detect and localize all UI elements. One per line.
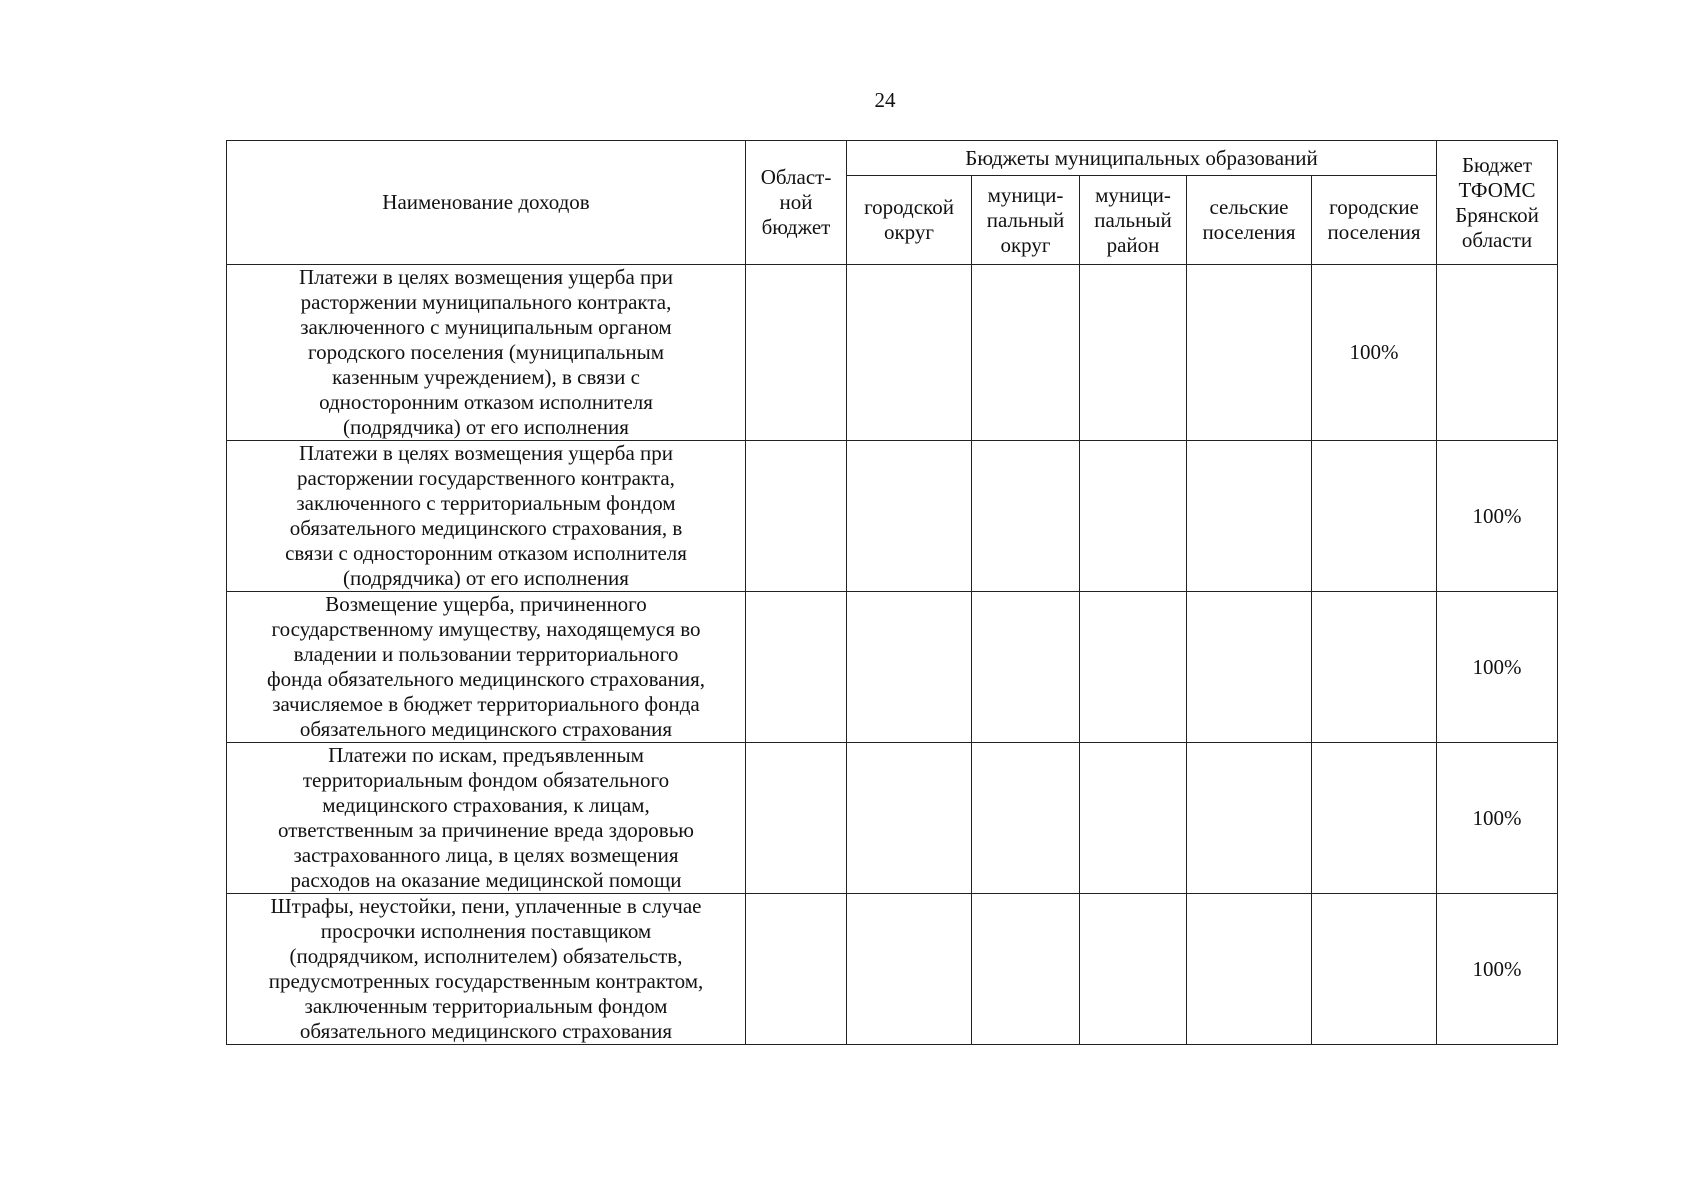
- regional-value-cell: [746, 592, 847, 743]
- regional-value-cell: [746, 441, 847, 592]
- urban-settlements-value-cell: [1312, 592, 1437, 743]
- income-name-cell: Платежи по искам, предъявленным территориальным фондом обязательного медицинского страхования, к лицам, ответственным за причинение вреда здоровью застрахованного лица, в целях возмещения расходов на оказание медицинской помощи: [227, 743, 746, 894]
- rural-settlements-value-cell: [1187, 743, 1312, 894]
- income-name-cell: Возмещение ущерба, причиненного государственному имуществу, находящемуся во владении и пользовании территориального фонда обязательного медицинского страхования, зачисляемое в бюджет территориального фонда обязательного медицинского страхования: [227, 592, 746, 743]
- income-name-cell: Штрафы, неустойки, пени, уплаченные в случае просрочки исполнения поставщиком (подрядчиком, исполнителем) обязательств, предусмотренных государственным контрактом, заключенным территориальным фондом обязательного медицинского страхования: [227, 894, 746, 1045]
- header-regional-budget-text: Област- ной бюджет: [760, 165, 832, 239]
- tfoms-value-cell: [1437, 265, 1558, 441]
- header-municipal-okrug-text: муници- пальный округ: [986, 182, 1065, 257]
- regional-value-cell: [746, 265, 847, 441]
- header-rural-settlements-text: сельские поселения: [1202, 195, 1296, 244]
- header-urban-district-text: городской округ: [864, 195, 954, 244]
- regional-value-cell: [746, 894, 847, 1045]
- municipal-okrug-value-cell: [972, 592, 1080, 743]
- table-body: [227, 265, 1558, 1045]
- urban-settlements-value-cell: 100%: [1312, 265, 1437, 441]
- tfoms-value-cell: 100%: [1437, 441, 1558, 592]
- income-name-cell: Платежи в целях возмещения ущерба при расторжении муниципального контракта, заключенного с муниципальным органом городского поселения (муниципальным казенным учреждением), в связи с односторонним отказом исполнителя (подрядчика) от его исполнения: [227, 265, 746, 441]
- rural-settlements-value-cell: [1187, 894, 1312, 1045]
- page-number: 24: [874, 88, 896, 112]
- table-row: [227, 743, 1558, 894]
- rural-settlements-value-cell: [1187, 441, 1312, 592]
- table-row: [227, 894, 1558, 1045]
- municipal-rayon-value-cell: [1080, 441, 1187, 592]
- urban-settlements-value-cell: [1312, 743, 1437, 894]
- header-urban-settlements-text: городские поселения: [1327, 195, 1421, 244]
- urban-district-value-cell: [847, 743, 972, 894]
- regional-value-cell: [746, 743, 847, 894]
- header-tfoms-budget: [1437, 141, 1558, 265]
- municipal-okrug-value-cell: [972, 743, 1080, 894]
- municipal-okrug-value-cell: [972, 894, 1080, 1045]
- urban-settlements-value-cell: [1312, 441, 1437, 592]
- header-municipal-okrug: [972, 176, 1080, 265]
- tfoms-value-cell: 100%: [1437, 743, 1558, 894]
- header-municipal-rayon: [1080, 176, 1187, 265]
- urban-settlements-value-cell: [1312, 894, 1437, 1045]
- table-row: [227, 592, 1558, 743]
- table-row: [227, 441, 1558, 592]
- municipal-rayon-value-cell: [1080, 265, 1187, 441]
- header-urban-district: [847, 176, 972, 265]
- header-municipal-budgets: [847, 141, 1437, 176]
- municipal-rayon-value-cell: [1080, 894, 1187, 1045]
- tfoms-value-cell: 100%: [1437, 894, 1558, 1045]
- header-regional-budget: [746, 141, 847, 265]
- municipal-rayon-value-cell: [1080, 743, 1187, 894]
- rural-settlements-value-cell: [1187, 265, 1312, 441]
- urban-district-value-cell: [847, 265, 972, 441]
- rural-settlements-value-cell: [1187, 592, 1312, 743]
- municipal-okrug-value-cell: [972, 265, 1080, 441]
- header-income-name: [227, 141, 746, 265]
- urban-district-value-cell: [847, 441, 972, 592]
- table-row: [227, 265, 1558, 441]
- header-municipal-rayon-text: муници- пальный район: [1094, 182, 1172, 257]
- header-income-name-text: Наименование доходов: [382, 190, 590, 214]
- header-tfoms-budget-text: Бюджет ТФОМС Брянской области: [1455, 152, 1539, 252]
- header-row-1: [227, 141, 1558, 176]
- municipal-rayon-value-cell: [1080, 592, 1187, 743]
- income-distribution-table: [226, 140, 1558, 1045]
- header-rural-settlements: [1187, 176, 1312, 265]
- urban-district-value-cell: [847, 592, 972, 743]
- tfoms-value-cell: 100%: [1437, 592, 1558, 743]
- municipal-okrug-value-cell: [972, 441, 1080, 592]
- header-urban-settlements: [1312, 176, 1437, 265]
- header-municipal-budgets-text: Бюджеты муниципальных образований: [965, 145, 1318, 170]
- income-name-cell: Платежи в целях возмещения ущерба при расторжении государственного контракта, заключенного с территориальным фондом обязательного медицинского страхования, в связи с односторонним отказом исполнителя (подрядчика) от его исполнения: [227, 441, 746, 592]
- urban-district-value-cell: [847, 894, 972, 1045]
